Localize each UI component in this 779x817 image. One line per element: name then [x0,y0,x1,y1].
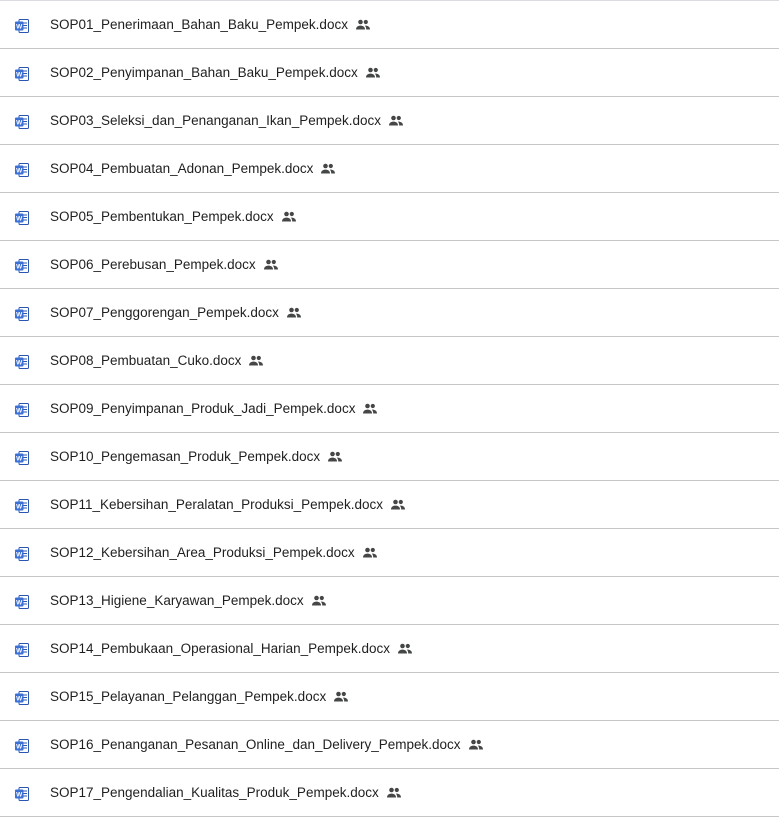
svg-text:W: W [16,119,23,127]
word-doc-icon [14,402,30,418]
file-name: SOP07_Penggorengan_Pempek.docx [50,305,279,320]
people-shared-icon [388,113,404,129]
word-doc-icon [14,354,30,370]
svg-text:W: W [16,551,23,559]
people-shared-icon [362,401,378,417]
file-row[interactable] [0,721,779,769]
file-row[interactable] [0,673,779,721]
file-name: SOP06_Perebusan_Pempek.docx [50,257,256,272]
svg-text:W: W [16,647,23,655]
word-doc-icon [14,642,30,658]
file-name: SOP15_Pelayanan_Pelanggan_Pempek.docx [50,689,327,704]
file-name: SOP02_Penyimpanan_Bahan_Baku_Pempek.docx [50,65,358,80]
file-name-wrap [50,689,349,705]
svg-text:W: W [16,263,23,271]
svg-text:W: W [16,359,23,367]
file-name: SOP10_Pengemasan_Produk_Pempek.docx [50,449,321,464]
file-row[interactable] [0,529,779,577]
file-name-wrap [50,65,381,81]
file-row[interactable] [0,97,779,145]
people-shared-icon [468,737,484,753]
svg-text:W: W [16,71,23,79]
file-row[interactable] [0,337,779,385]
file-row[interactable] [0,433,779,481]
svg-text:W: W [16,599,23,607]
file-name-wrap [50,17,371,33]
file-row[interactable] [0,145,779,193]
people-shared-icon [286,305,302,321]
svg-text:W: W [16,695,23,703]
people-shared-icon [362,545,378,561]
people-shared-icon [355,17,371,33]
word-doc-icon [14,258,30,274]
word-doc-icon [14,162,30,178]
people-shared-icon [248,353,264,369]
word-doc-icon [14,690,30,706]
svg-text:W: W [16,23,23,31]
file-name-wrap [50,641,413,657]
file-name-wrap [50,209,297,225]
word-doc-icon [14,66,30,82]
file-row[interactable] [0,481,779,529]
people-shared-icon [327,449,343,465]
file-name-wrap [50,593,327,609]
file-name-wrap [50,257,279,273]
word-doc-icon [14,114,30,130]
word-doc-icon [14,786,30,802]
file-row[interactable] [0,193,779,241]
file-name: SOP17_Pengendalian_Kualitas_Produk_Pempek.docx [50,785,379,800]
file-name-wrap [50,545,378,561]
file-row[interactable] [0,769,779,817]
file-name-wrap [50,353,264,369]
people-shared-icon [281,209,297,225]
file-row[interactable] [0,1,779,49]
file-row[interactable] [0,385,779,433]
word-doc-icon [14,18,30,34]
file-name-wrap [50,737,484,753]
svg-text:W: W [16,791,23,799]
file-name: SOP08_Pembuatan_Cuko.docx [50,353,242,368]
file-name-wrap [50,785,402,801]
file-row[interactable] [0,625,779,673]
file-name-wrap [50,497,406,513]
file-row[interactable] [0,49,779,97]
people-shared-icon [365,65,381,81]
file-name-wrap [50,113,404,129]
file-name: SOP11_Kebersihan_Peralatan_Produksi_Pempek.docx [50,497,383,512]
people-shared-icon [390,497,406,513]
people-shared-icon [263,257,279,273]
file-row[interactable] [0,241,779,289]
word-doc-icon [14,306,30,322]
svg-text:W: W [16,215,23,223]
people-shared-icon [311,593,327,609]
people-shared-icon [397,641,413,657]
file-row[interactable] [0,577,779,625]
file-name: SOP05_Pembentukan_Pempek.docx [50,209,274,224]
svg-text:W: W [16,455,23,463]
file-name: SOP03_Seleksi_dan_Penanganan_Ikan_Pempek.docx [50,113,381,128]
svg-text:W: W [16,167,23,175]
svg-text:W: W [16,311,23,319]
word-doc-icon [14,450,30,466]
people-shared-icon [333,689,349,705]
file-name: SOP16_Penanganan_Pesanan_Online_dan_Delivery_Pempek.docx [50,737,461,752]
svg-text:W: W [16,407,23,415]
people-shared-icon [386,785,402,801]
file-name-wrap [50,401,378,417]
word-doc-icon [14,594,30,610]
word-doc-icon [14,546,30,562]
svg-text:W: W [16,503,23,511]
file-name: SOP09_Penyimpanan_Produk_Jadi_Pempek.docx [50,401,356,416]
file-name: SOP12_Kebersihan_Area_Produksi_Pempek.docx [50,545,355,560]
svg-text:W: W [16,743,23,751]
word-doc-icon [14,738,30,754]
people-shared-icon [320,161,336,177]
file-name: SOP01_Penerimaan_Bahan_Baku_Pempek.docx [50,17,348,32]
file-name: SOP04_Pembuatan_Adonan_Pempek.docx [50,161,314,176]
file-name: SOP14_Pembukaan_Operasional_Harian_Pempek.docx [50,641,390,656]
word-doc-icon [14,498,30,514]
file-name-wrap [50,161,336,177]
file-name-wrap [50,305,302,321]
word-doc-icon [14,210,30,226]
file-row[interactable] [0,289,779,337]
file-name: SOP13_Higiene_Karyawan_Pempek.docx [50,593,304,608]
file-name-wrap [50,449,343,465]
